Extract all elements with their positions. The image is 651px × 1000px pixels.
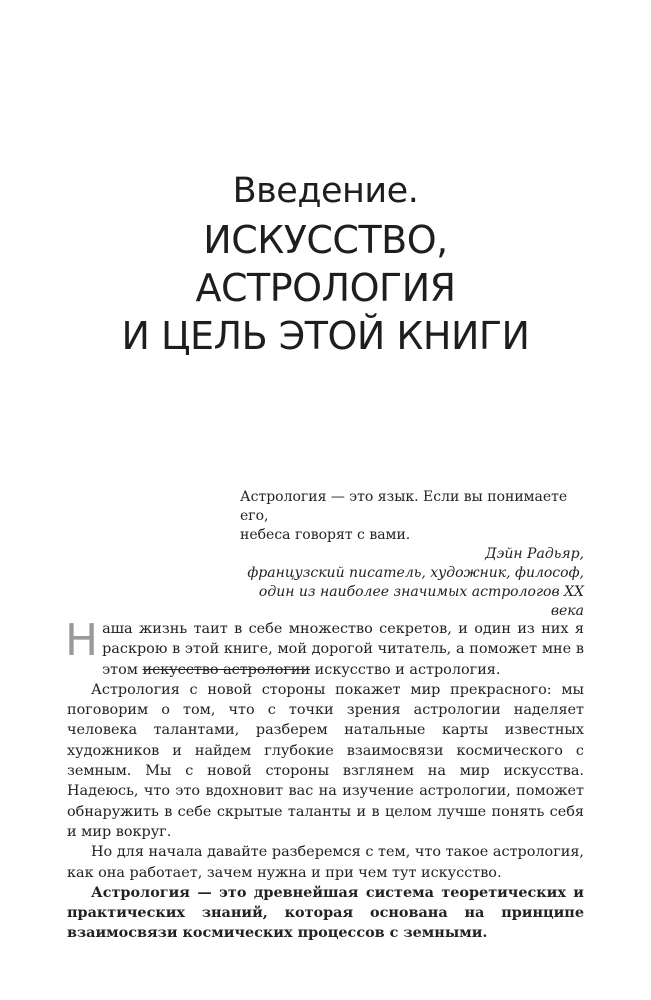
chapter-title-line-2: АСТРОЛОГИЯ bbox=[195, 266, 456, 310]
body-text bbox=[65, 615, 584, 944]
paragraph-1-text-b: искусство и астрология. bbox=[310, 661, 501, 678]
epigraph-author-description-2: один из наиболее значимых астрологов XX века bbox=[258, 584, 584, 619]
chapter-title-intro: Введение. bbox=[232, 171, 419, 211]
paragraph-4-definition: Астрология — это древнейшая система теоретических и практических знаний, которая основана на принципе взаимосвязи космических процессов с земными. bbox=[67, 883, 584, 942]
paragraph-3: Но для начала давайте разберемся с тем, что такое астрология, как она работает, зачем нужна и при чем тут искусство. bbox=[67, 844, 584, 881]
strikethrough-text: искусство астрологии bbox=[142, 661, 311, 678]
epigraph-author: Дэйн Радьяр, bbox=[485, 546, 584, 562]
chapter-title bbox=[0, 166, 651, 360]
epigraph-quote-line-1: Астрология — это язык. Если вы понимаете его, bbox=[240, 489, 568, 524]
chapter-title-line-3: И ЦЕЛЬ ЭТОЙ КНИГИ bbox=[121, 314, 530, 358]
chapter-title-line-1: ИСКУССТВО, bbox=[203, 218, 448, 262]
paragraph-1-text-a: аша жизнь таит в себе множество секретов, и один из них я раскрою в этой книге, мой дорогой читатель, а поможет мне в этом bbox=[102, 621, 584, 678]
epigraph-author-description-1: французский писатель, художник, философ, bbox=[247, 565, 584, 581]
epigraph-quote-line-2: небеса говорят с вами. bbox=[240, 527, 411, 543]
paragraph-1 bbox=[65, 615, 584, 680]
paragraph-2: Астрология с новой стороны покажет мир прекрасного: мы поговорим о том, что с точки зрения астрологии наделяет человека талантами, разберем натальные карты известных художников и найдем глубокие взаимосвязи космического с земным. Мы с новой стороны взглянем на мир искусства. Надеюсь, что это вдохновит вас на изучение астрологии, поможет обнаружить в себе скрытые таланты и в целом лучше понять себя и мир вокруг. bbox=[67, 681, 584, 840]
epigraph bbox=[240, 488, 584, 621]
drop-cap: Н bbox=[65, 615, 99, 666]
